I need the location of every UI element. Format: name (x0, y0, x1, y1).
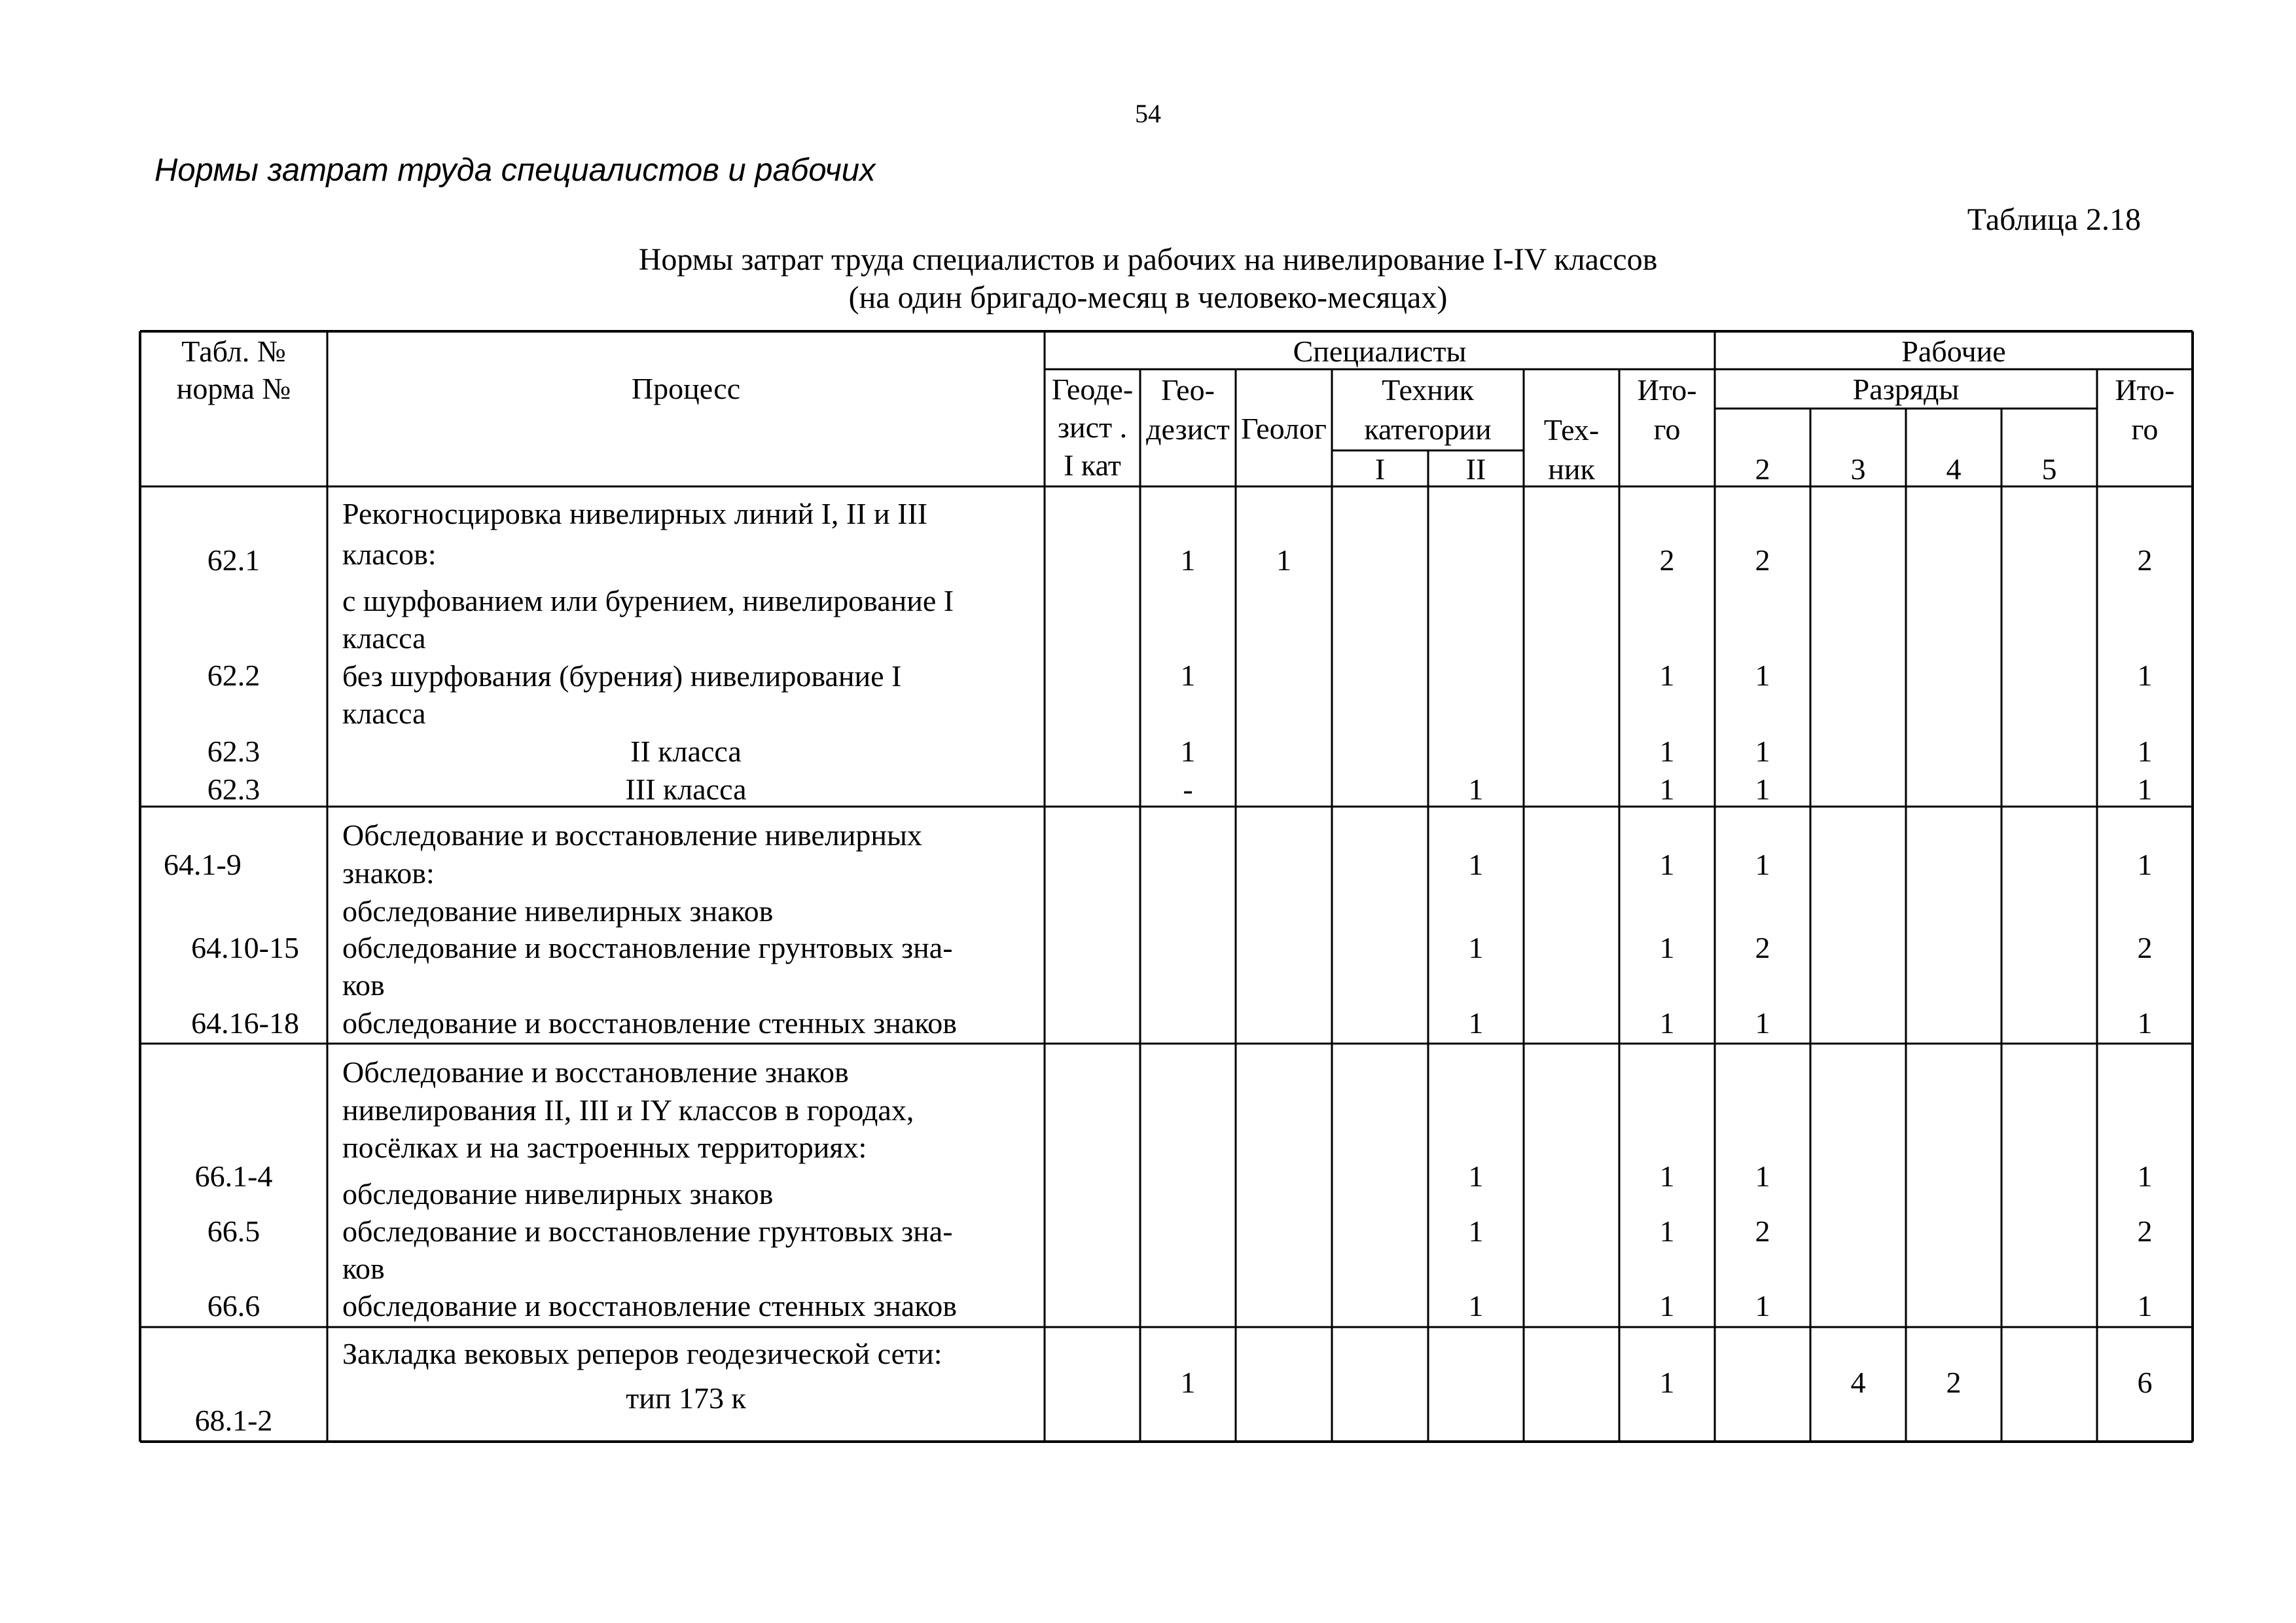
cell-technician-cat-2: 1 (1468, 931, 1484, 964)
cell-grade-2: 2 (1755, 931, 1770, 964)
header-geologist: Геолог (1241, 412, 1327, 445)
norm-number: 66.6 (207, 1289, 260, 1322)
process-text: III класса (625, 773, 747, 806)
norm-number: 62.1 (207, 543, 260, 577)
cell-total-specialists: 1 (1659, 773, 1675, 806)
header-norm-number: Табл. № норма № (176, 335, 291, 405)
cell-technician-cat-2: 1 (1468, 1006, 1484, 1040)
cell-technician-cat-2: 1 (1468, 1214, 1484, 1248)
cell-technician-cat-2: 1 (1468, 1289, 1484, 1322)
header-geodesist: Гео- дезист (1146, 373, 1230, 446)
cell-geodesist: - (1183, 773, 1193, 806)
header-process: Процесс (631, 372, 741, 405)
process-text: нивелирования II, III и IY классов в городах, (342, 1093, 914, 1127)
cell-geodesist: 1 (1180, 735, 1196, 768)
process-text: ков (342, 1252, 385, 1285)
header-grades: Разряды (1852, 373, 1960, 406)
cell-total-workers: 2 (2137, 931, 2153, 964)
cell-total-workers: 1 (2137, 1006, 2153, 1040)
page-number: 54 (1135, 99, 1161, 128)
table-number: Таблица 2.18 (1967, 202, 2141, 237)
process-text: Закладка вековых реперов геодезической сети: (342, 1337, 942, 1370)
process-text: обследование и восстановление грунтовых зна- (342, 1214, 953, 1248)
process-text: класса (342, 621, 426, 655)
process-text: знаков: (342, 856, 435, 890)
norm-number: 64.16-18 (191, 1006, 299, 1040)
cell-geodesist: 1 (1180, 1366, 1196, 1399)
cell-geologist: 1 (1276, 543, 1291, 577)
cell-grade-2: 1 (1755, 1006, 1770, 1040)
cell-grade-2: 1 (1755, 773, 1770, 806)
process-text: обследование и восстановление стенных знаков (342, 1006, 958, 1040)
process-text: с шурфованием или бурением, нивелирование I (342, 584, 954, 617)
cell-grade-4: 2 (1946, 1366, 1962, 1399)
cell-total-workers: 1 (2137, 848, 2153, 881)
cell-grade-2: 1 (1755, 735, 1770, 768)
process-text: обследование нивелирных знаков (342, 894, 774, 928)
cell-total-workers: 6 (2137, 1366, 2153, 1399)
process-text: обследование и восстановление грунтовых зна- (342, 931, 953, 964)
cell-total-workers: 2 (2137, 1214, 2153, 1248)
header-grade: 3 (1850, 452, 1866, 486)
cell-grade-2: 1 (1755, 659, 1770, 692)
table-caption-line: (на один бригадо-месяц в человеко-месяцах) (848, 280, 1448, 315)
table-caption (0, 241, 2296, 317)
norm-number: 62.2 (207, 659, 260, 692)
process-text: Обследование и восстановление знаков (342, 1055, 849, 1089)
header-total-specialists: Ито- го (1637, 373, 1697, 446)
cell-total-workers: 1 (2137, 773, 2153, 806)
header-workers: Рабочие (1901, 335, 2006, 368)
cell-grade-2: 1 (1755, 1289, 1770, 1322)
process-text: II класса (630, 735, 742, 768)
header-grade: 2 (1755, 452, 1770, 486)
process-text: обследование нивелирных знаков (342, 1177, 774, 1211)
cell-geodesist: 1 (1180, 543, 1196, 577)
header-technician-category: Техник категории (1364, 373, 1492, 446)
cell-total-specialists: 1 (1659, 659, 1675, 692)
cell-total-specialists: 1 (1659, 735, 1675, 768)
process-text: обследование и восстановление стенных знаков (342, 1289, 958, 1322)
header-category-2: II (1465, 452, 1486, 486)
cell-total-specialists: 1 (1659, 848, 1675, 881)
cell-geodesist: 1 (1180, 659, 1196, 692)
cell-grade-2: 2 (1755, 543, 1770, 577)
cell-technician-cat-2: 1 (1468, 848, 1484, 881)
cell-total-workers: 1 (2137, 735, 2153, 768)
cell-technician-cat-2: 1 (1468, 773, 1484, 806)
norm-number: 68.1-2 (194, 1404, 273, 1437)
table-caption-line: Нормы затрат труда специалистов и рабочих на нивелирование I-IV классов (638, 242, 1658, 277)
process-text: Рекогносцировка нивелирных линий I, II и III (342, 497, 928, 530)
process-text: тип 173 к (626, 1381, 746, 1415)
cell-total-specialists: 2 (1659, 543, 1675, 577)
cell-total-specialists: 1 (1659, 931, 1675, 964)
header-grade: 5 (2041, 452, 2057, 486)
process-text: класов: (342, 538, 437, 571)
norm-number: 66.5 (207, 1214, 260, 1248)
process-text: ков (342, 968, 385, 1002)
cell-total-specialists: 1 (1659, 1366, 1675, 1399)
cell-total-workers: 1 (2137, 1289, 2153, 1322)
header-geodesist-1cat: Геоде- зист . I кат (1051, 373, 1134, 482)
cell-grade-2: 1 (1755, 1159, 1770, 1193)
header-grade: 4 (1946, 452, 1962, 486)
norm-number: 66.1-4 (194, 1159, 273, 1193)
cell-grade-2: 1 (1755, 848, 1770, 881)
cell-total-workers: 2 (2137, 543, 2153, 577)
section-heading: Нормы затрат труда специалистов и рабочих (154, 153, 876, 188)
cell-total-specialists: 1 (1659, 1214, 1675, 1248)
norm-number: 64.10-15 (191, 931, 299, 964)
header-category-1: I (1374, 452, 1386, 486)
cell-total-specialists: 1 (1659, 1289, 1675, 1322)
process-text: Обследование и восстановление нивелирных (342, 818, 922, 852)
cell-technician-cat-2: 1 (1468, 1159, 1484, 1193)
cell-total-workers: 1 (2137, 659, 2153, 692)
cell-grade-2: 2 (1755, 1214, 1770, 1248)
cell-total-specialists: 1 (1659, 1159, 1675, 1193)
cell-total-workers: 1 (2137, 1159, 2153, 1193)
process-text: без шурфования (бурения) нивелирование I (342, 659, 902, 693)
header-specialists: Специалисты (1293, 335, 1467, 368)
cell-total-specialists: 1 (1659, 1006, 1675, 1040)
cell-grade-3: 4 (1850, 1366, 1866, 1399)
process-text: посёлках и на застроенных территориях: (342, 1131, 867, 1164)
process-text: класса (342, 697, 426, 730)
norm-number: 64.1-9 (164, 848, 242, 881)
norm-number: 62.3 (207, 735, 260, 768)
header-technician: Тех- ник (1543, 413, 1600, 486)
norm-number: 62.3 (207, 773, 260, 806)
header-total-workers: Ито- го (2115, 373, 2175, 446)
